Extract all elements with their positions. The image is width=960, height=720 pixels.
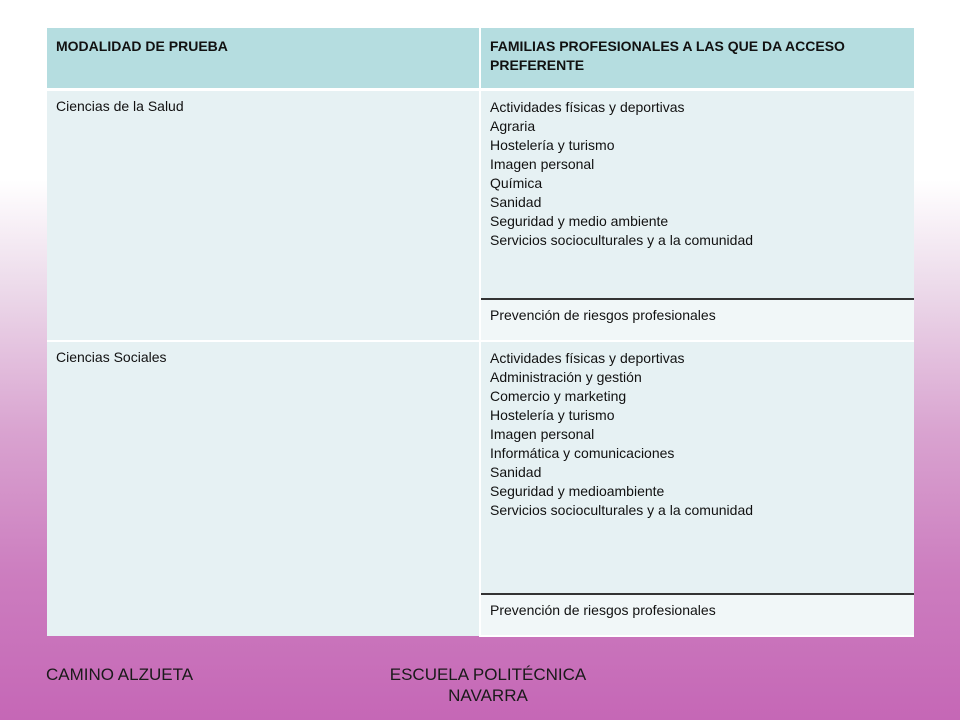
familia-item: Informática y comunicaciones xyxy=(490,445,675,461)
familia-item: Servicios socioculturales y a la comunidad xyxy=(490,232,754,248)
familias-cell xyxy=(480,90,914,300)
table-header-row xyxy=(47,28,914,90)
familia-item: Seguridad y medio ambiente xyxy=(490,213,669,229)
familia-item: Sanidad xyxy=(490,464,542,480)
familia-item: Comercio y marketing xyxy=(490,388,627,404)
access-table xyxy=(47,28,914,637)
familia-item: Servicios socioculturales y a la comunidad xyxy=(490,502,754,518)
header-familias: FAMILIAS PROFESIONALES A LAS QUE DA ACCESO PREFERENTE xyxy=(480,28,914,90)
familias-cell xyxy=(480,341,914,594)
familia-item: Hostelería y turismo xyxy=(490,407,615,423)
modalidad-cell: Ciencias de la Salud xyxy=(47,90,480,342)
footer-school-line1: ESCUELA POLITÉCNICA xyxy=(389,665,587,684)
familia-item: Seguridad y medioambiente xyxy=(490,483,665,499)
familia-item: Imagen personal xyxy=(490,156,595,172)
footer-school-line2: NAVARRA xyxy=(448,686,528,705)
familia-item: Sanidad xyxy=(490,194,542,210)
prevencion-cell: Prevención de riesgos profesionales xyxy=(480,594,914,636)
familia-item: Imagen personal xyxy=(490,426,595,442)
table-row xyxy=(47,341,914,594)
footer-author: CAMINO ALZUETA xyxy=(46,665,194,684)
modalidad-cell: Ciencias Sociales xyxy=(47,341,480,636)
familia-item: Química xyxy=(490,175,543,191)
familia-item: Administración y gestión xyxy=(490,369,642,385)
familia-item: Agraria xyxy=(490,118,536,134)
header-modalidad: MODALIDAD DE PRUEBA xyxy=(47,28,480,90)
familia-item: Actividades físicas y deportivas xyxy=(490,99,685,115)
prevencion-cell: Prevención de riesgos profesionales xyxy=(480,299,914,341)
footer-school xyxy=(348,664,628,706)
table-row xyxy=(47,90,914,300)
familia-item: Hostelería y turismo xyxy=(490,137,615,153)
familia-item: Actividades físicas y deportivas xyxy=(490,350,685,366)
